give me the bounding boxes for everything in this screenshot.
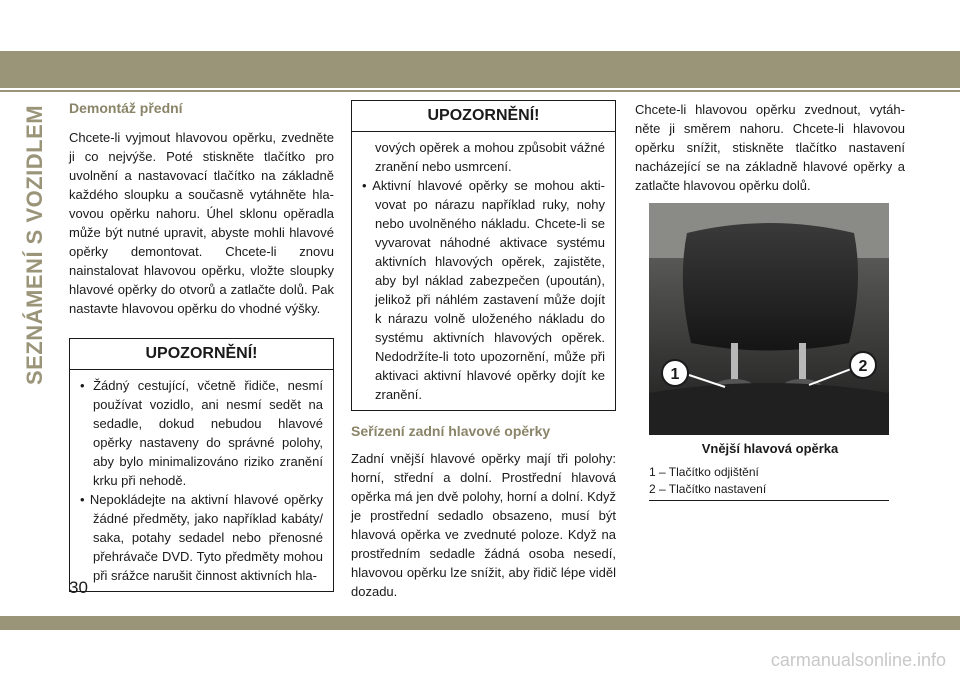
figure-legend [635,464,905,501]
footer-band [0,616,960,630]
section-side-title: SEZNÁMENÍ S VOZIDLEM [22,104,47,385]
paragraph-rear-adjust: Zadní vnější hlavové opěrky mají tři polohy: horní, střední a dolní. Prostřední hlavová opěrka má jen dvě polohy, horní a dolní. Když je prostřední sedadlo obsazeno, musí být hlavová opěrka ve zvednuté poloze. Když na prostředním sedadle žádná osoba nesedí, hlavovou opěrku lze snížit, aby řidič lépe viděl dozadu. [351,451,616,599]
callout-2: 2 [858,358,868,375]
page-number: 30 [69,578,88,597]
paragraph-front-removal: Chcete-li vyjmout hlavovou opěrku, zvedněte ji co nejvýše. Poté stiskněte tlačítko pro uvolnění a nastavovací tlačítko na základně každého sloupku a současně vytáhněte hlavovou opěrku nahoru. Úhel sklonu opěradla může být nutné upravit, abyste mohli hlavové opěrky demontovat. Chcete-li znovu nainstalovat hlavovou opěrku, vložte sloupky hlavové opěrky do otvorů a zatlačte dolů. Pak nastavte hlavovou opěrku do vhodné výšky. [69,130,334,316]
column-3 [635,100,905,501]
warning-item: • Žádný cestující, včetně řidiče, nesmí používat vozidlo, ani nesmí sedět na sedadle, dokud nebudou hlavové opěrky nastaveny do správné polohy, aby bylo minimalizováno riziko zranění krku při nehodě. [80,378,323,488]
heading-rear-adjust: Seřízení zadní hlavové opěrky [351,423,551,439]
watermark-text: carmanualsonline.info [770,650,946,670]
legend-item: 1 – Tlačítko odjištění [649,465,759,479]
warning-title: UPOZORNĚNÍ! [70,339,333,370]
warning-box-2 [351,100,616,411]
column-1 [69,100,334,592]
warning-item: • Nepokládejte na aktivní hlavové opěrky žádné předměty, jako například kabáty/ saka, potahy sedadel nebo přenosné přehrávače DVD. Tyto předměty mohou při srážce narušit činnost aktivních hla- [80,492,323,583]
legend-item: 2 – Tlačítko nastavení [649,481,889,501]
callout-1: 1 [670,366,680,383]
warning-list [352,176,615,410]
warning-continuation: vových opěrek a mohou způsobit vážné zranění nebo usmrcení. [375,140,605,174]
paragraph-raise-lower: Chcete-li hlavovou opěrku zvednout, vytáhněte ji směrem nahoru. Chcete-li hlavovou opěrku snížit, stiskněte tlačítko nastavení nacházející se na základně hlavové opěrky a zatlačte hlavovou opěrku dolů. [635,102,905,193]
figure-caption: Vnější hlavová opěrka [701,441,839,456]
heading-front-removal: Demontáž přední [69,100,183,116]
warning-item: • Aktivní hlavové opěrky se mohou aktivovat po nárazu například ruky, nohy nebo uvolněného nákladu. Chcete-li se vyvarovat náhodné aktivace systému aktivních hlavových opěrek, zajistěte, aby byl náklad zabezpečen (upoután), jelikož při náhlém zastavení může dojít k nárazu volně uloženého nákladu do systému aktivních hlavových opěrek. Nedodržíte-li toto upozornění, může při aktivaci aktivní hlavové opěrky dojít ke zranění. [362,178,605,402]
header-band [0,51,960,88]
headrest-photo [649,203,889,435]
warning-box-1 [69,338,334,592]
warning-list [70,370,333,591]
header-rule [0,90,960,92]
warning-title: UPOZORNĚNÍ! [352,101,615,132]
column-2 [351,100,616,601]
headrest-illustration [649,203,889,435]
